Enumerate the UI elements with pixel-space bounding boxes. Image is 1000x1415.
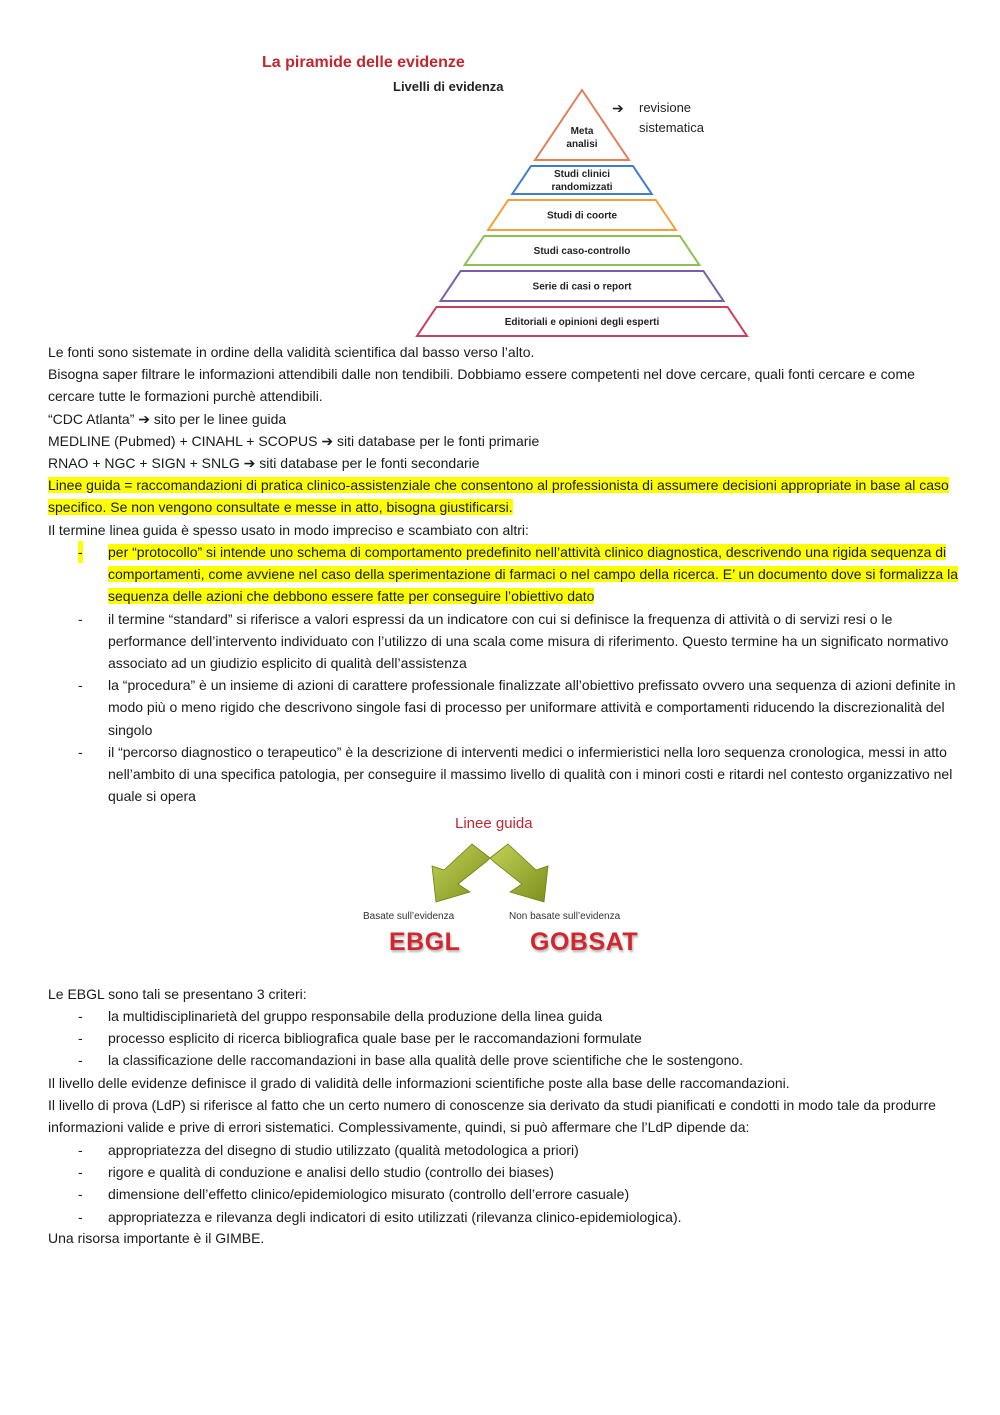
pyramid-level-label: Studi clinici randomizzati (551, 169, 613, 193)
list-item (48, 1139, 958, 1161)
list-bullet: - (78, 1052, 83, 1069)
list-item (48, 1049, 958, 1071)
list-bullet: - (78, 1030, 83, 1047)
paragraph: Bisogna saper filtrare le informazioni attendibili dalle non tendibili. Dobbiamo essere competenti nel dove cercare, quali fonti cercare e come cercare tutte le formazioni purchè attendibili. (48, 366, 915, 405)
pyramid-subtitle: Livelli di evidenza (393, 79, 504, 94)
paragraph: Una risorsa importante è il GIMBE. (48, 1230, 265, 1246)
right-arrow-icon: ➔ (612, 100, 624, 116)
paragraph: RNAO + NGC + SIGN + SNLG ➔ siti database per le fonti secondarie (48, 455, 480, 472)
pyramid-level-label: Editoriali e opinioni degli esperti (504, 317, 660, 328)
list-item (48, 541, 958, 608)
list-item-text: per “protocollo” si intende uno schema di comportamento predefinito nell’attività clinico diagnostica, descrivendo una rigida sequenza di comportamenti, come avviene nel caso della sperimentazione di farmaci o nel campo della ricerca. E’ un documento dove si formalizza la sequenza delle azioni che debbono essere fatte per conseguire l’obiettivo dato (108, 544, 959, 605)
paragraph: “CDC Atlanta” ➔ sito per le linee guida (48, 410, 287, 427)
arrow-left-shape (432, 844, 490, 902)
ldp-factors-list (48, 1139, 958, 1228)
paragraph: Il termine linea guida è spesso usato in modo impreciso e scambiato con altri: (48, 521, 529, 538)
evidence-based-label: Basate sull’evidenza (363, 911, 455, 922)
list-bullet: - (78, 743, 83, 760)
list-item-text: il termine “standard” si riferisce a valori espressi da un indicatore con cui si definisce la frequenza di attività o di servizi resi o le performance dell’intervento individuato con l’utilizzo di una scala come misura di riferimento. Questo termine ha un significato normativo associato ad un giudizio esplicito di qualità dell’assistenza (108, 610, 949, 672)
terms-list (48, 541, 958, 807)
list-item (48, 1027, 958, 1049)
list-item (48, 1161, 958, 1183)
list-bullet: - (78, 1008, 83, 1024)
list-item-text: il “percorso diagnostico o terapeutico” è la descrizione di interventi medici o infermieristici nella loro sequenza cronologica, messi in atto nell’ambito di una specifica patologia, per conseguire il massimo livello di qualità con i minori costi e ritardi nel contesto organizzativo nel quale si opera (108, 743, 953, 805)
pyramid-level-label: Serie di casi o report (532, 281, 632, 293)
split-arrows-icon (420, 838, 560, 908)
ebgl-acronym: EBGL (389, 928, 461, 956)
list-item (48, 674, 958, 741)
list-item-text: la classificazione delle raccomandazioni in base alla qualità delle prove scientifiche che le sostengono. (108, 1052, 744, 1069)
list-item-text: appropriatezza e rilevanza degli indicatori di esito utilizzati (rilevanza clinico-epidemiologica). (108, 1208, 682, 1225)
paragraph: Il livello di prova (LdP) si riferisce al fatto che un certo numero di conoscenze sia derivato da studi pianificati e condotti in modo tale da produrre informazioni valide e prive di errori sistematici. Complessivamente, quindi, si può affermare che l’LdP dipende da: (48, 1097, 936, 1136)
list-item-text: dimensione dell’effetto clinico/epidemiologico misurato (controllo dell’errore casuale) (108, 1186, 630, 1203)
list-bullet: - (78, 1164, 83, 1181)
pyramid-level-label: Meta analisi (566, 126, 598, 150)
list-item-text: processo esplicito di ricerca bibliografica quale base per le raccomandazioni formulate (108, 1030, 642, 1047)
arrow-right-shape (490, 844, 548, 902)
paragraph: Le fonti sono sistemate in ordine della validità scientifica dal basso verso l’alto. (48, 344, 535, 360)
list-bullet: - (78, 541, 83, 563)
list-item (48, 1183, 958, 1205)
pyramid-level-label: Studi caso-controllo (533, 246, 631, 257)
body-section-2 (48, 983, 958, 1005)
non-evidence-based-label: Non basate sull’evidenza (509, 911, 621, 922)
list-item (48, 1005, 958, 1027)
ebgl-criteria-list (48, 1005, 958, 1072)
pyramid-level-label: Studi di coorte (547, 210, 617, 222)
list-bullet: - (78, 1208, 83, 1225)
pyramid-title: La piramide delle evidenze (262, 54, 465, 71)
paragraph: MEDLINE (Pubmed) + CINAHL + SCOPUS ➔ siti database per le fonti primarie (48, 432, 540, 449)
guidelines-figure-title: Linee guida (455, 815, 533, 832)
list-bullet: - (78, 1142, 83, 1158)
list-bullet: - (78, 1186, 83, 1203)
body-section-1 (48, 341, 958, 541)
body-section-4 (48, 1227, 958, 1249)
list-bullet: - (78, 610, 83, 627)
list-item-text: la multidisciplinarietà del gruppo responsabile della produzione della linea guida (108, 1008, 603, 1024)
list-bullet: - (78, 677, 83, 694)
body-section-3 (48, 1072, 958, 1139)
gobsat-acronym: GOBSAT (530, 928, 639, 956)
annotation-text: revisione sistematica (639, 100, 705, 135)
list-item (48, 608, 958, 675)
list-item (48, 1206, 958, 1228)
paragraph: Le EBGL sono tali se presentano 3 criteri: (48, 986, 307, 1002)
list-item (48, 741, 958, 808)
paragraph: Il livello delle evidenze definisce il grado di validità delle informazioni scientifiche poste alla base delle raccomandazioni. (48, 1075, 790, 1091)
list-item-text: appropriatezza del disegno di studio utilizzato (qualità metodologica a priori) (108, 1142, 579, 1158)
list-item-text: rigore e qualità di conduzione e analisi dello studio (controllo dei biases) (108, 1164, 554, 1181)
highlighted-definition: Linee guida = raccomandazioni di pratica clinico-assistenziale che consentono al professionista di assumere decisioni appropriate in base al caso specifico. Se non vengono consultate e messe in atto, bisogna giustificarsi. (48, 477, 949, 516)
list-item-text: la “procedura” è un insieme di azioni di carattere professionale finalizzate all’obiettivo prefissato ovvero una sequenza di azioni definite in modo più o meno rigido che descrivono singole fasi di processo per uniformare attività e comportamenti riducendo la discrezionalità del singolo (108, 677, 956, 738)
